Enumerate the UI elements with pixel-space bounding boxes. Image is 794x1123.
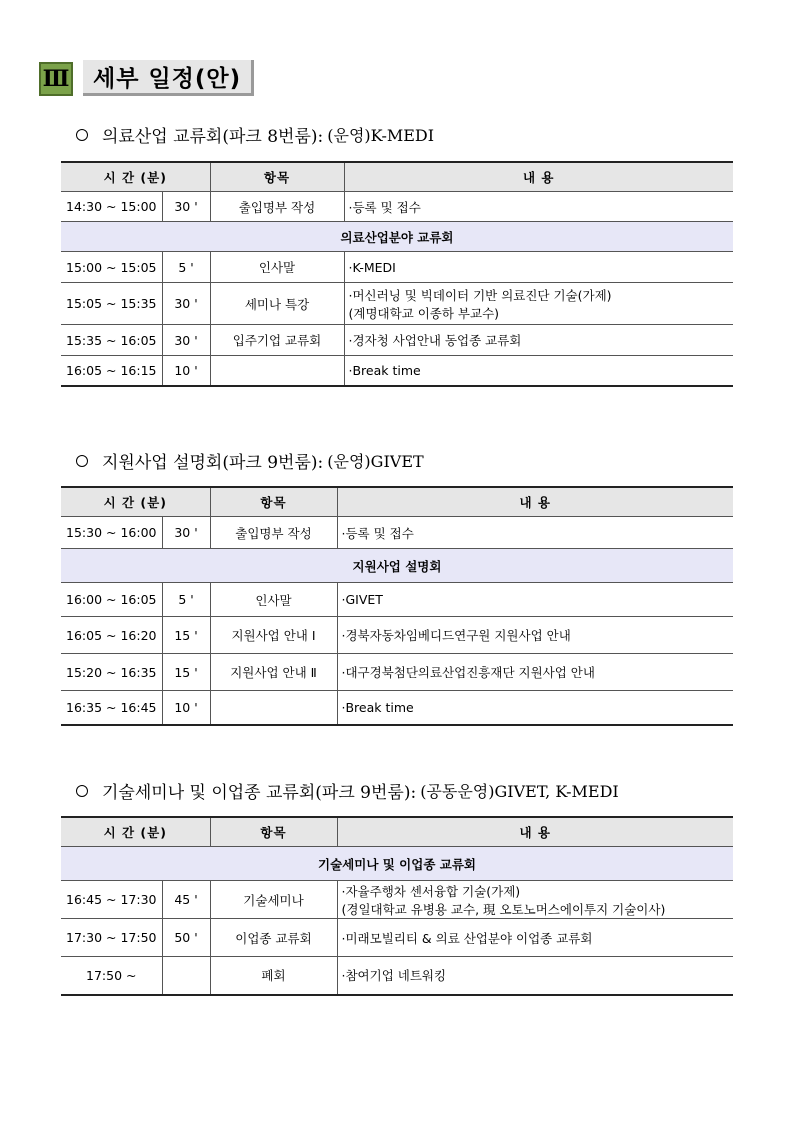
row-content-line-2: (계명대학교 이종하 부교수)	[348, 305, 500, 321]
bullet-circle-icon	[76, 129, 88, 141]
row-time: 16:05 ~ 16:20	[61, 617, 162, 654]
row-content: ·등록 및 접수	[337, 517, 733, 549]
table-row	[61, 583, 733, 617]
row-item: 폐회	[210, 957, 337, 995]
row-content: ·Break time	[344, 356, 733, 386]
row-item: 지원사업 안내 Ⅰ	[210, 617, 337, 654]
row-content: ·등록 및 접수	[344, 192, 733, 222]
row-item: 이업종 교류회	[210, 919, 337, 957]
row-item: 기술세미나	[210, 881, 337, 919]
row-content: ·GIVET	[337, 583, 733, 617]
row-content-line-1: ·자율주행차 센서융합 기술(가제)	[341, 883, 521, 899]
schedule-table-2	[61, 486, 733, 726]
row-time: 17:50 ~	[61, 957, 162, 995]
bullet-circle-icon	[76, 785, 88, 797]
row-duration: 30 '	[162, 325, 210, 356]
row-item: 출입명부 작성	[210, 192, 344, 222]
row-content-line-1: ·머신러닝 및 빅데이터 기반 의료진단 기술(가제)	[348, 287, 612, 303]
row-time: 15:00 ~ 15:05	[61, 252, 162, 283]
heading-title: 세부 일정(안)	[83, 60, 254, 96]
row-duration: 30 '	[162, 192, 210, 222]
header-content: 내 용	[337, 817, 733, 847]
row-time: 17:30 ~ 17:50	[61, 919, 162, 957]
header-content: 내 용	[344, 162, 733, 192]
table-row	[61, 252, 733, 283]
section-3-name: 기술세미나 및 이업종 교류회(파크 9번룸):	[102, 783, 417, 803]
row-duration: 30 '	[162, 517, 210, 549]
table-band-row	[61, 847, 733, 881]
table-row	[61, 881, 733, 919]
row-time: 15:30 ~ 16:00	[61, 517, 162, 549]
row-duration: 45 '	[162, 881, 210, 919]
band-label: 지원사업 설명회	[61, 549, 733, 583]
row-duration: 5 '	[162, 583, 210, 617]
row-duration: 10 '	[162, 356, 210, 386]
header-item: 항목	[210, 817, 337, 847]
row-content: ·대구경북첨단의료산업진흥재단 지원사업 안내	[337, 654, 733, 691]
header-time: 시 간 (분)	[61, 487, 210, 517]
row-duration: 5 '	[162, 252, 210, 283]
header-content: 내 용	[337, 487, 733, 517]
row-time: 16:35 ~ 16:45	[61, 691, 162, 725]
section-heading	[39, 60, 254, 98]
row-time: 16:00 ~ 16:05	[61, 583, 162, 617]
row-duration: 30 '	[162, 283, 210, 325]
row-time: 15:05 ~ 15:35	[61, 283, 162, 325]
row-item: 세미나 특강	[210, 283, 344, 325]
row-content: ·참여기업 네트워킹	[337, 957, 733, 995]
schedule-table-3	[61, 816, 733, 996]
schedule-table-1	[61, 161, 733, 387]
header-time: 시 간 (분)	[61, 817, 210, 847]
table-row	[61, 325, 733, 356]
row-time: 16:45 ~ 17:30	[61, 881, 162, 919]
row-content: ·Break time	[337, 691, 733, 725]
heading-number-badge: Ⅲ	[39, 62, 73, 96]
row-time: 16:05 ~ 16:15	[61, 356, 162, 386]
row-duration: 10 '	[162, 691, 210, 725]
row-item	[210, 691, 337, 725]
section-2-title	[76, 448, 424, 473]
bullet-circle-icon	[76, 455, 88, 467]
section-1-name: 의료산업 교류회(파크 8번룸):	[102, 127, 324, 147]
table-row	[61, 957, 733, 995]
row-item: 인사말	[210, 583, 337, 617]
table-band-row	[61, 549, 733, 583]
table-row	[61, 517, 733, 549]
header-item: 항목	[210, 162, 344, 192]
row-duration: 15 '	[162, 654, 210, 691]
table-band-row	[61, 222, 733, 252]
section-2-operator: (운영)GIVET	[327, 452, 424, 471]
row-item	[210, 356, 344, 386]
row-content: ·경자청 사업안내 동업종 교류회	[344, 325, 733, 356]
section-2-name: 지원사업 설명회(파크 9번룸):	[102, 453, 324, 473]
row-item: 인사말	[210, 252, 344, 283]
table-row	[61, 919, 733, 957]
row-content: ·경북자동차임베디드연구원 지원사업 안내	[337, 617, 733, 654]
table-row	[61, 283, 733, 325]
table-row	[61, 691, 733, 725]
band-label: 의료산업분야 교류회	[61, 222, 733, 252]
table-row	[61, 192, 733, 222]
row-duration: 50 '	[162, 919, 210, 957]
band-label: 기술세미나 및 이업종 교류회	[61, 847, 733, 881]
section-1-operator: (운영)K-MEDI	[327, 126, 435, 145]
row-duration: 15 '	[162, 617, 210, 654]
row-item: 출입명부 작성	[210, 517, 337, 549]
row-duration	[162, 957, 210, 995]
row-content	[337, 881, 733, 919]
row-time: 14:30 ~ 15:00	[61, 192, 162, 222]
section-3-operator: (공동운영)GIVET, K-MEDI	[420, 782, 619, 801]
row-content	[344, 283, 733, 325]
table-row	[61, 654, 733, 691]
section-3-title	[76, 778, 619, 803]
table-row	[61, 617, 733, 654]
row-item: 입주기업 교류회	[210, 325, 344, 356]
row-item: 지원사업 안내 Ⅱ	[210, 654, 337, 691]
row-time: 15:35 ~ 16:05	[61, 325, 162, 356]
table-row	[61, 356, 733, 386]
row-content-line-2: (경일대학교 유병용 교수, 現 오토노머스에이투지 기술이사)	[341, 901, 666, 917]
header-time: 시 간 (분)	[61, 162, 210, 192]
section-1-title	[76, 122, 434, 147]
row-content: ·K-MEDI	[344, 252, 733, 283]
row-time: 15:20 ~ 16:35	[61, 654, 162, 691]
row-content: ·미래모빌리티 & 의료 산업분야 이업종 교류회	[337, 919, 733, 957]
header-item: 항목	[210, 487, 337, 517]
